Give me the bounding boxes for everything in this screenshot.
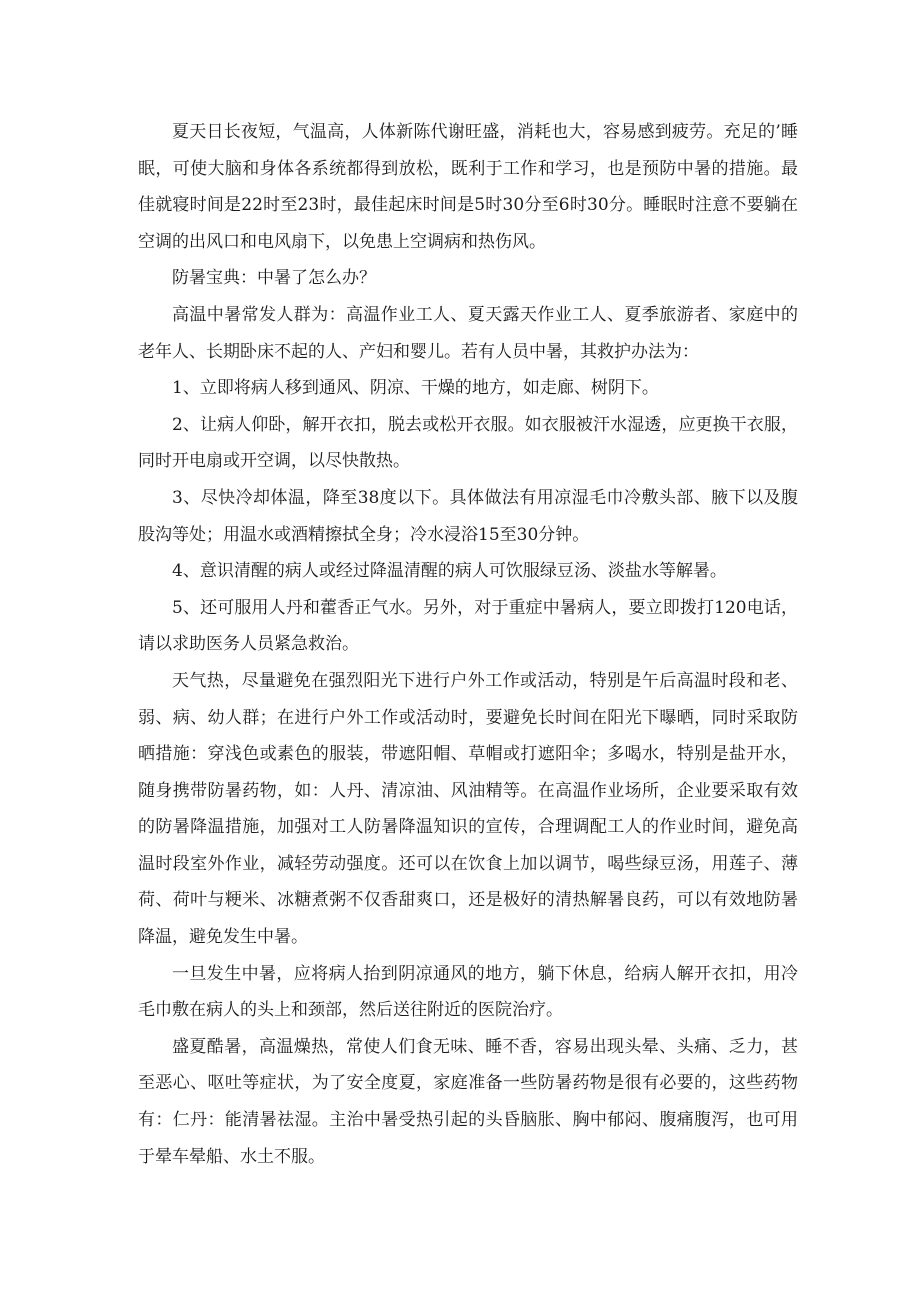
- paragraph-sleep-advice: 夏天日长夜短，气温高，人体新陈代谢旺盛，消耗也大，容易感到疲劳。充足的’睡眠，可使大脑和身体各系统都得到放松，既利于工作和学习，也是预防中暑的措施。最佳就寝时间是22时至23时，最佳起床时间是5时30分至6时30分。睡眠时注意不要躺在空调的出风口和电风扇下，以免患上空调病和热伤风。: [138, 122, 798, 252]
- paragraph-emergency: 一旦发生中暑，应将病人抬到阴凉通风的地方，躺下休息，给病人解开衣扣，用冷毛巾敷在病人的头上和颈部，然后送往附近的医院治疗。: [138, 963, 798, 1021]
- paragraph-heading-heatstroke: 防暑宝典：中暑了怎么办？: [172, 268, 376, 289]
- paragraph-step-3: 3、尽快冷却体温，降至38度以下。具体做法有用凉湿毛巾冷敷头部、腋下以及腹股沟等处；用温水或酒精擦拭全身；冷水浸浴15至30分钟。: [138, 487, 798, 545]
- document-body: [138, 114, 798, 1175]
- paragraph-step-1: 1、立即将病人移到通风、阴凉、干燥的地方，如走廊、树阴下。: [172, 378, 659, 399]
- paragraph-step-2: 2、让病人仰卧，解开衣扣，脱去或松开衣服。如衣服被汗水湿透，应更换干衣服，同时开电扇或开空调，以尽快散热。: [138, 414, 798, 472]
- paragraph-step-5: 5、还可服用人丹和藿香正气水。另外，对于重症中暑病人，要立即拨打120电话，请以求助医务人员紧急救治。: [138, 597, 798, 655]
- paragraph-prevention: 天气热，尽量避免在强烈阳光下进行户外工作或活动，特别是午后高温时段和老、弱、病、幼人群；在进行户外工作或活动时，要避免长时间在阳光下曝晒，同时采取防晒措施：穿浅色或素色的服装，带遮阳帽、草帽或打遮阳伞；多喝水，特别是盐开水，随身携带防暑药物，如：人丹、清凉油、风油精等。在高温作业场所，企业要采取有效的防暑降温措施，加强对工人防暑降温知识的宣传，合理调配工人的作业时间，避免高温时段室外作业，减轻劳动强度。还可以在饮食上加以调节，喝些绿豆汤，用莲子、薄荷、荷叶与粳米、冰糖煮粥不仅香甜爽口，还是极好的清热解暑良药，可以有效地防暑降温，避免发生中暑。: [138, 670, 798, 948]
- paragraph-risk-groups: 高温中暑常发人群为：高温作业工人、夏天露天作业工人、夏季旅游者、家庭中的老年人、长期卧床不起的人、产妇和婴儿。若有人员中暑，其救护办法为：: [138, 304, 798, 362]
- paragraph-step-4: 4、意识清醒的病人或经过降温清醒的病人可饮服绿豆汤、淡盐水等解暑。: [172, 561, 727, 582]
- paragraph-medicines: 盛夏酷暑，高温燥热，常使人们食无味、睡不香，容易出现头晕、头痛、乏力，甚至恶心、呕吐等症状，为了安全度夏，家庭准备一些防暑药物是很有必要的，这些药物有：仁丹：能清暑祛湿。主治中暑受热引起的头昏脑胀、胸中郁闷、腹痛腹泻，也可用于晕车晕船、水土不服。: [138, 1036, 798, 1167]
